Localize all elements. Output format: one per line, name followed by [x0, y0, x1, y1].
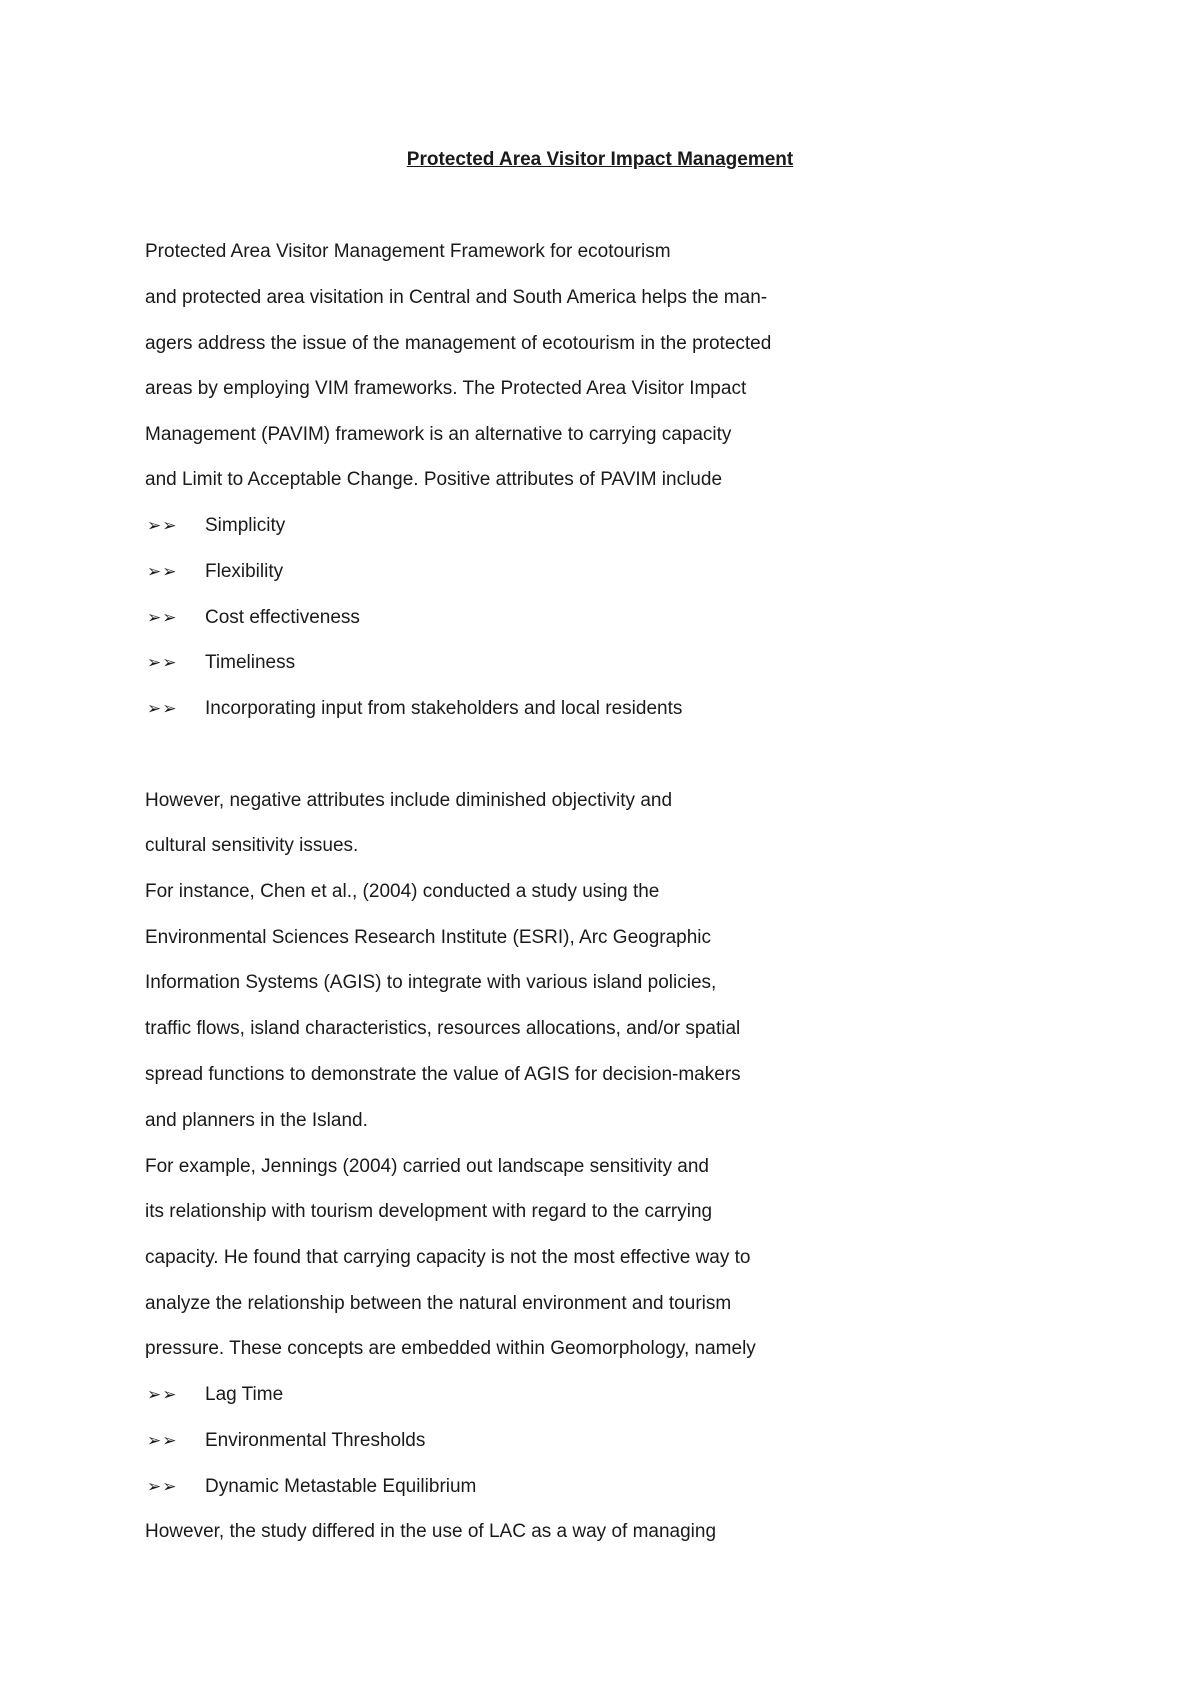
- bullet-arrow-icon: ➢➢: [147, 562, 178, 581]
- paragraph-line: Environmental Sciences Research Institute (ESRI), Arc Geographic: [145, 927, 712, 948]
- paragraph-line: analyze the relationship between the natural environment and tourism: [145, 1293, 732, 1314]
- paragraph-line: traffic flows, island characteristics, resources allocations, and/or spatial: [145, 1018, 741, 1039]
- paragraph-line: Information Systems (AGIS) to integrate with various island policies,: [145, 972, 717, 993]
- bullet-arrow-icon: ➢➢: [147, 653, 178, 672]
- paragraph-line: its relationship with tourism development with regard to the carrying: [145, 1201, 713, 1222]
- bullet-arrow-icon: ➢➢: [147, 1431, 178, 1450]
- paragraph-line: Protected Area Visitor Management Framework for ecotourism: [145, 241, 671, 262]
- bullet-arrow-icon: ➢➢: [147, 1477, 178, 1496]
- bullet-arrow-icon: ➢➢: [147, 699, 178, 718]
- paragraph-line: and protected area visitation in Central and South America helps the man-: [145, 287, 768, 308]
- paragraph-line: areas by employing VIM frameworks. The Protected Area Visitor Impact: [145, 378, 747, 399]
- list-item: Environmental Thresholds: [205, 1430, 426, 1451]
- bullet-arrow-icon: ➢➢: [147, 1385, 178, 1404]
- bullet-arrow-icon: ➢➢: [147, 516, 178, 535]
- list-item: Simplicity: [205, 515, 286, 536]
- paragraph-line: For example, Jennings (2004) carried out landscape sensitivity and: [145, 1156, 709, 1177]
- list-item: Cost effectiveness: [205, 607, 360, 628]
- list-item: Incorporating input from stakeholders and local residents: [205, 698, 683, 719]
- paragraph-line: agers address the issue of the management of ecotourism in the protected: [145, 333, 772, 354]
- paragraph-line: However, negative attributes include diminished objectivity and: [145, 790, 673, 811]
- paragraph-line: and planners in the Island.: [145, 1110, 368, 1131]
- paragraph-line: spread functions to demonstrate the value of AGIS for decision-makers: [145, 1064, 741, 1085]
- paragraph-line: capacity. He found that carrying capacity is not the most effective way to: [145, 1247, 751, 1268]
- document-title: Protected Area Visitor Impact Management: [406, 149, 794, 170]
- list-item: Lag Time: [205, 1384, 284, 1405]
- paragraph-line: For instance, Chen et al., (2004) conducted a study using the: [145, 881, 660, 902]
- paragraph-line: cultural sensitivity issues.: [145, 835, 359, 856]
- paragraph-line: and Limit to Acceptable Change. Positive attributes of PAVIM include: [145, 469, 723, 490]
- list-item: Dynamic Metastable Equilibrium: [205, 1476, 477, 1497]
- paragraph-line: pressure. These concepts are embedded within Geomorphology, namely: [145, 1338, 756, 1359]
- bullet-arrow-icon: ➢➢: [147, 608, 178, 627]
- list-item: Flexibility: [205, 561, 284, 582]
- list-item: Timeliness: [205, 652, 296, 673]
- paragraph-line: Management (PAVIM) framework is an alternative to carrying capacity: [145, 424, 732, 445]
- paragraph-line: However, the study differed in the use of LAC as a way of managing: [145, 1521, 717, 1542]
